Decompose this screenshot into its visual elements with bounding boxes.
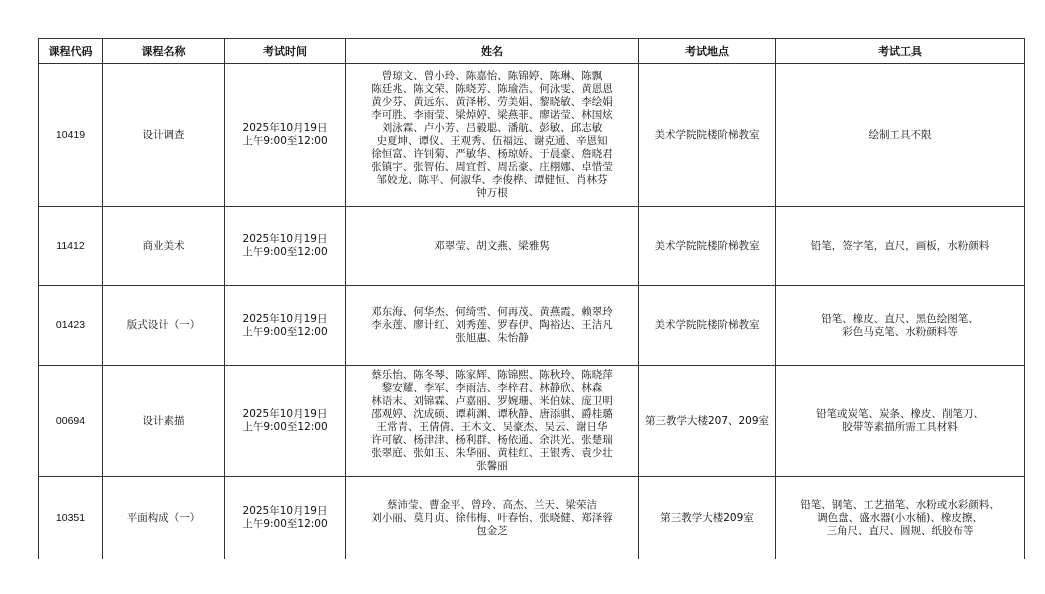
names-line: 林语末、刘锦霖、卢嘉丽、罗婉珊、米伯妹、庞卫明 (371, 395, 613, 407)
exam-time-cell (225, 64, 346, 207)
names-line: 张馨丽 (476, 460, 508, 472)
names-line: 张翠庭、张如玉、朱华丽、黄桂红、王银秀、袁少壮 (371, 447, 613, 459)
exam-tools-cell (776, 286, 1025, 366)
tools-line: 铅笔、橡皮、直尺、黑色绘图笔、 (821, 312, 979, 325)
course-name-cell: 商业美术 (103, 207, 225, 286)
names-line: 黄少芬、黄远东、黄泽彬、劳美娟、黎晓敏、李绘娟 (371, 96, 613, 108)
names-line: 邹姣龙、陈平、何淑华、李俊桦、谭健恒、肖林芬 (376, 174, 608, 186)
table-row (39, 286, 1025, 366)
tools-line: 铅笔，签字笔，直尺，画板，水粉颜料 (810, 239, 990, 252)
exam-date: 2025年10月19日 (242, 408, 328, 420)
exam-hours: 上午9:00至12:00 (242, 421, 328, 433)
exam-date: 2025年10月19日 (242, 505, 328, 517)
exam-time-cell (225, 366, 346, 477)
course-code-cell: 00694 (39, 366, 103, 477)
course-code-cell: 01423 (39, 286, 103, 366)
course-code-cell: 10351 (39, 477, 103, 560)
exam-time-cell (225, 286, 346, 366)
names-line: 邵观婷、沈成硕、谭莉渊、谭秋静、唐添骐、爵桂璐 (371, 408, 613, 420)
header-exam-location: 考试地点 (639, 39, 776, 64)
table-row (39, 207, 1025, 286)
names-line: 邓翠莹、胡文燕、梁雅隽 (434, 239, 550, 252)
course-code-cell: 10419 (39, 64, 103, 207)
names-line: 李可胜、李雨莹、梁焯婷、梁燕菲、廖诺莹、林国炫 (371, 109, 613, 121)
names-line: 邓东海、何华杰、何绮雪、何再茂、黄燕霞、赖翠玲 (371, 306, 613, 318)
names-cell (346, 477, 639, 560)
exam-tools-cell (776, 207, 1025, 286)
names-line: 李永莲、廖计红、刘秀莲、罗春伊、陶裕达、王洁凡 (371, 319, 613, 331)
table-row (39, 64, 1025, 207)
names-line: 曾琼文、曾小玲、陈嘉怡、陈锦婷、陈琳、陈飘 (381, 70, 603, 82)
header-names: 姓名 (346, 39, 639, 64)
exam-tools-cell (776, 366, 1025, 477)
tools-line: 彩色马克笔、水粉颜料等 (842, 325, 958, 338)
tools-line: 胶带等素描所需工具材料 (842, 421, 958, 433)
exam-location-cell: 第三教学大楼207、209室 (639, 366, 776, 477)
names-cell (346, 366, 639, 477)
course-name-cell: 版式设计（一） (103, 286, 225, 366)
exam-location-cell: 美术学院院楼阶梯教室 (639, 64, 776, 207)
names-line: 包金芝 (476, 524, 508, 537)
exam-location-cell: 第三教学大楼209室 (639, 477, 776, 560)
tools-line: 铅笔或炭笔、炭条、橡皮、削笔刀、 (816, 408, 984, 420)
names-line: 张镇宇、张智佑、周宜哲、周岳豪、庄栩娜、卓惜莹 (371, 161, 613, 173)
header-course-name: 课程名称 (103, 39, 225, 64)
names-line: 蔡乐怡、陈冬琴、陈家辉、陈锦熙、陈秋玲、陈晓萍 (371, 369, 613, 381)
header-exam-tools: 考试工具 (776, 39, 1025, 64)
names-line: 刘小丽、莫月贞、徐伟梅、叶春怡、张晓健、郑泽蓉 (371, 511, 613, 524)
course-name-cell: 设计调查 (103, 64, 225, 207)
exam-hours: 上午9:00至12:00 (242, 518, 328, 530)
exam-tools-cell (776, 64, 1025, 207)
course-name-cell: 设计素描 (103, 366, 225, 477)
exam-time-cell (225, 477, 346, 560)
tools-line: 三角尺、直尺、圆规、纸胶布等 (826, 524, 974, 537)
exam-location-cell: 美术学院院楼阶梯教室 (639, 207, 776, 286)
exam-hours: 上午9:00至12:00 (242, 325, 328, 338)
exam-time-cell (225, 207, 346, 286)
names-line: 陈廷兆、陈文荣、陈晓芳、陈瑜浩、何泳雯、黄恩恩 (371, 83, 613, 95)
names-line: 黎安耀、李军、李雨洁、李梓君、林静欣、林森 (381, 382, 603, 394)
exam-schedule-table (38, 38, 1025, 559)
course-code-cell: 11412 (39, 207, 103, 286)
exam-date: 2025年10月19日 (242, 312, 328, 325)
names-line: 许可敏、杨津津、杨利群、杨依通、余洪光、张楚瑞 (371, 434, 613, 446)
exam-hours: 上午9:00至12:00 (242, 246, 328, 258)
names-line: 史夏坤、谭仪、王观秀、伍福远、谢克通、辛恩知 (376, 135, 608, 147)
names-line: 刘泳霖、卢小芳、吕毅聪、潘航、彭敏、邱志敏 (381, 122, 603, 134)
header-exam-time: 考试时间 (225, 39, 346, 64)
course-name-cell: 平面构成（一） (103, 477, 225, 560)
names-line: 蔡沛莹、曹金平、曾玲、高杰、兰天、梁荣洁 (387, 498, 597, 511)
names-line: 钟万根 (476, 187, 508, 199)
names-cell (346, 207, 639, 286)
exam-location-cell: 美术学院院楼阶梯教室 (639, 286, 776, 366)
exam-date: 2025年10月19日 (242, 122, 328, 134)
header-course-code: 课程代码 (39, 39, 103, 64)
tools-line: 调色盘、盛水器(小水桶)、橡皮擦、 (817, 511, 983, 524)
names-line: 徐恒富、许钊菊、严敏华、杨琼娇、于晨豪、詹晓君 (371, 148, 613, 160)
names-line: 王常青、王倩倩、王木文、吴豪杰、吴云、谢日华 (376, 421, 608, 433)
names-line: 张旭惠、朱怡静 (455, 332, 529, 344)
exam-hours: 上午9:00至12:00 (242, 135, 328, 147)
tools-line: 铅笔、钢笔、工艺描笔、水粉或水彩颜料、 (800, 498, 1000, 511)
table-header-row (39, 39, 1025, 64)
exam-date: 2025年10月19日 (242, 233, 328, 245)
names-cell (346, 64, 639, 207)
names-cell (346, 286, 639, 366)
exam-tools-cell (776, 477, 1025, 560)
tools-line: 绘制工具不限 (868, 128, 932, 141)
table-row (39, 366, 1025, 477)
table-row (39, 477, 1025, 560)
